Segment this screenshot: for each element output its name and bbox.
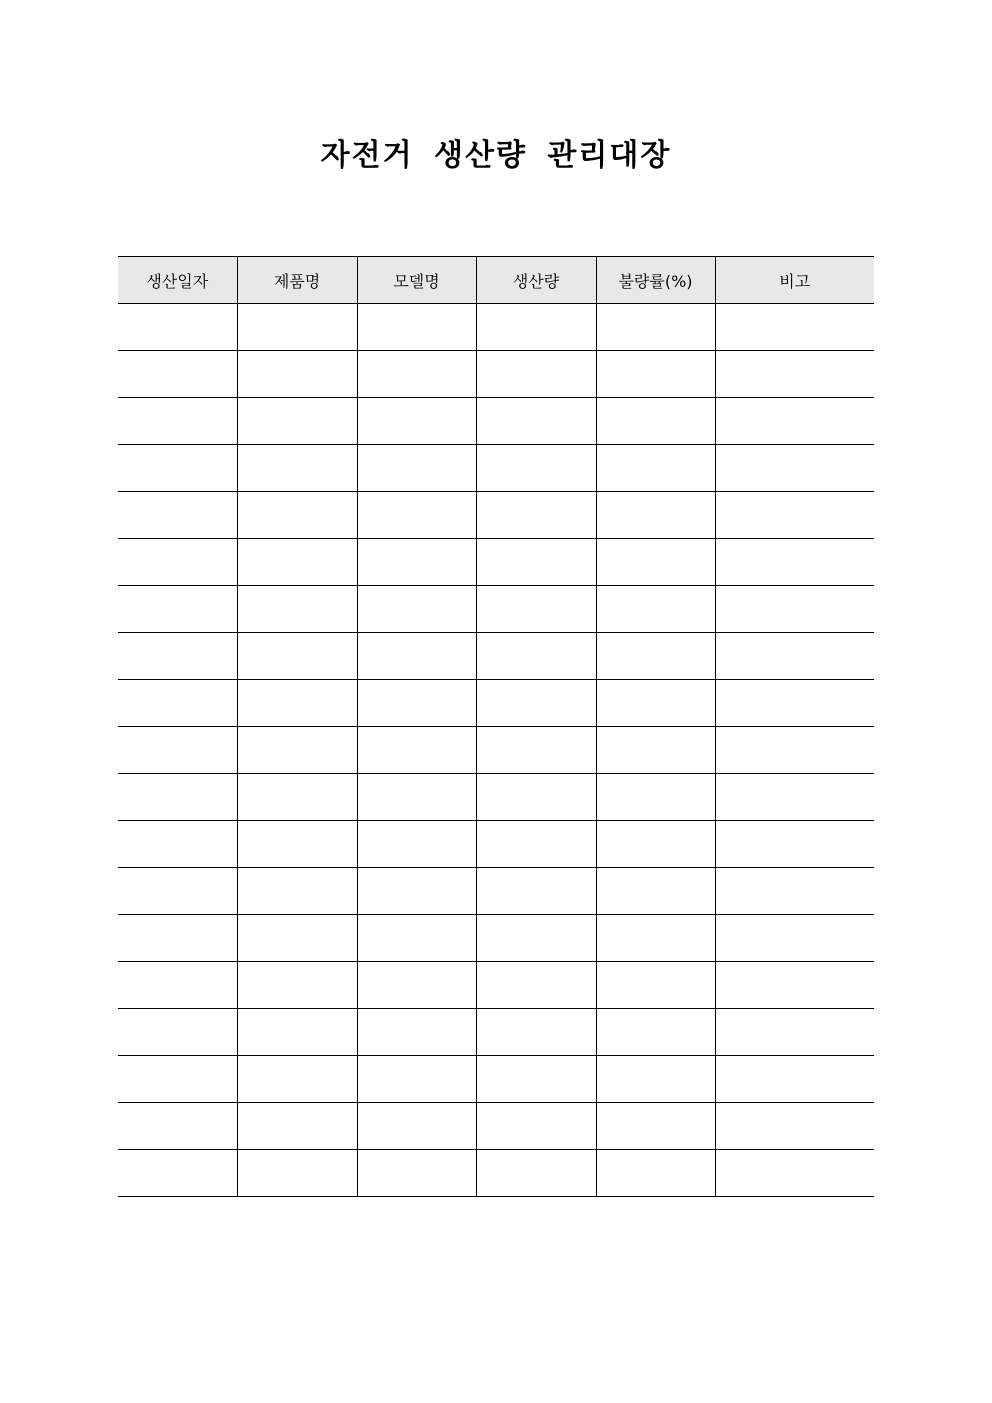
cell-model-name[interactable]: [357, 492, 476, 539]
cell-defect-rate[interactable]: [596, 774, 715, 821]
cell-product-name[interactable]: [237, 1056, 357, 1103]
cell-model-name[interactable]: [357, 868, 476, 915]
cell-model-name[interactable]: [357, 445, 476, 492]
cell-model-name[interactable]: [357, 774, 476, 821]
header-defect-rate: 불량률(%): [596, 257, 715, 304]
cell-product-name[interactable]: [237, 1009, 357, 1056]
cell-product-name[interactable]: [237, 633, 357, 680]
cell-remarks[interactable]: [715, 915, 874, 962]
cell-remarks[interactable]: [715, 1150, 874, 1197]
cell-production-date[interactable]: [118, 1103, 237, 1150]
cell-product-name[interactable]: [237, 398, 357, 445]
table-row: [118, 962, 874, 1009]
cell-product-name[interactable]: [237, 304, 357, 351]
cell-model-name[interactable]: [357, 633, 476, 680]
cell-production-quantity[interactable]: [476, 398, 596, 445]
cell-model-name[interactable]: [357, 962, 476, 1009]
cell-remarks[interactable]: [715, 398, 874, 445]
cell-defect-rate[interactable]: [596, 351, 715, 398]
cell-model-name[interactable]: [357, 398, 476, 445]
cell-model-name[interactable]: [357, 539, 476, 586]
cell-defect-rate[interactable]: [596, 821, 715, 868]
cell-production-date[interactable]: [118, 727, 237, 774]
cell-remarks[interactable]: [715, 962, 874, 1009]
cell-defect-rate[interactable]: [596, 586, 715, 633]
cell-production-date[interactable]: [118, 304, 237, 351]
table-row: [118, 1103, 874, 1150]
cell-defect-rate[interactable]: [596, 727, 715, 774]
cell-production-quantity[interactable]: [476, 821, 596, 868]
table-row: [118, 539, 874, 586]
cell-defect-rate[interactable]: [596, 398, 715, 445]
header-product-name: 제품명: [237, 257, 357, 304]
cell-product-name[interactable]: [237, 351, 357, 398]
cell-production-date[interactable]: [118, 821, 237, 868]
cell-remarks[interactable]: [715, 1009, 874, 1056]
header-remarks: 비고: [715, 257, 874, 304]
cell-defect-rate[interactable]: [596, 1150, 715, 1197]
cell-product-name[interactable]: [237, 915, 357, 962]
cell-defect-rate[interactable]: [596, 915, 715, 962]
table-header-row: [118, 257, 874, 304]
cell-production-quantity[interactable]: [476, 351, 596, 398]
cell-model-name[interactable]: [357, 1150, 476, 1197]
cell-defect-rate[interactable]: [596, 680, 715, 727]
cell-remarks[interactable]: [715, 727, 874, 774]
table-row: [118, 821, 874, 868]
cell-remarks[interactable]: [715, 492, 874, 539]
header-production-date: 생산일자: [118, 257, 237, 304]
cell-production-quantity[interactable]: [476, 1103, 596, 1150]
cell-remarks[interactable]: [715, 539, 874, 586]
table-row: [118, 492, 874, 539]
cell-product-name[interactable]: [237, 586, 357, 633]
cell-remarks[interactable]: [715, 351, 874, 398]
cell-product-name[interactable]: [237, 680, 357, 727]
cell-defect-rate[interactable]: [596, 492, 715, 539]
cell-remarks[interactable]: [715, 445, 874, 492]
table-row: [118, 1056, 874, 1103]
cell-remarks[interactable]: [715, 633, 874, 680]
table-row: [118, 774, 874, 821]
cell-product-name[interactable]: [237, 445, 357, 492]
cell-production-quantity[interactable]: [476, 1150, 596, 1197]
cell-production-date[interactable]: [118, 1056, 237, 1103]
cell-model-name[interactable]: [357, 304, 476, 351]
cell-defect-rate[interactable]: [596, 1009, 715, 1056]
cell-production-quantity[interactable]: [476, 304, 596, 351]
table-row: [118, 1150, 874, 1197]
cell-remarks[interactable]: [715, 304, 874, 351]
cell-defect-rate[interactable]: [596, 304, 715, 351]
table-row: [118, 633, 874, 680]
page-title: 자전거 생산량 관리대장: [320, 138, 672, 173]
cell-production-quantity[interactable]: [476, 727, 596, 774]
cell-remarks[interactable]: [715, 821, 874, 868]
cell-production-date[interactable]: [118, 586, 237, 633]
cell-production-quantity[interactable]: [476, 539, 596, 586]
cell-production-date[interactable]: [118, 539, 237, 586]
cell-production-date[interactable]: [118, 1009, 237, 1056]
cell-model-name[interactable]: [357, 586, 476, 633]
cell-remarks[interactable]: [715, 1056, 874, 1103]
cell-defect-rate[interactable]: [596, 539, 715, 586]
header-production-quantity: 생산량: [476, 257, 596, 304]
table-row: [118, 727, 874, 774]
cell-production-quantity[interactable]: [476, 586, 596, 633]
cell-model-name[interactable]: [357, 680, 476, 727]
cell-model-name[interactable]: [357, 727, 476, 774]
cell-remarks[interactable]: [715, 774, 874, 821]
cell-product-name[interactable]: [237, 492, 357, 539]
cell-production-quantity[interactable]: [476, 1056, 596, 1103]
cell-production-date[interactable]: [118, 445, 237, 492]
cell-production-quantity[interactable]: [476, 962, 596, 1009]
cell-defect-rate[interactable]: [596, 1103, 715, 1150]
cell-production-date[interactable]: [118, 351, 237, 398]
cell-production-quantity[interactable]: [476, 868, 596, 915]
cell-production-quantity[interactable]: [476, 1009, 596, 1056]
cell-defect-rate[interactable]: [596, 962, 715, 1009]
cell-remarks[interactable]: [715, 868, 874, 915]
header-model-name: 모델명: [357, 257, 476, 304]
cell-production-date[interactable]: [118, 774, 237, 821]
cell-production-date[interactable]: [118, 398, 237, 445]
cell-product-name[interactable]: [237, 821, 357, 868]
cell-production-date[interactable]: [118, 915, 237, 962]
cell-production-quantity[interactable]: [476, 633, 596, 680]
cell-production-date[interactable]: [118, 680, 237, 727]
cell-product-name[interactable]: [237, 539, 357, 586]
cell-remarks[interactable]: [715, 586, 874, 633]
cell-product-name[interactable]: [237, 1150, 357, 1197]
cell-model-name[interactable]: [357, 1056, 476, 1103]
cell-defect-rate[interactable]: [596, 1056, 715, 1103]
table-row: [118, 445, 874, 492]
table-row: [118, 351, 874, 398]
cell-defect-rate[interactable]: [596, 633, 715, 680]
cell-remarks[interactable]: [715, 1103, 874, 1150]
cell-model-name[interactable]: [357, 1009, 476, 1056]
cell-model-name[interactable]: [357, 351, 476, 398]
cell-production-quantity[interactable]: [476, 915, 596, 962]
table-row: [118, 586, 874, 633]
cell-product-name[interactable]: [237, 727, 357, 774]
cell-production-quantity[interactable]: [476, 680, 596, 727]
production-ledger-table: [118, 256, 874, 1197]
cell-model-name[interactable]: [357, 821, 476, 868]
table-row: [118, 868, 874, 915]
cell-product-name[interactable]: [237, 868, 357, 915]
cell-defect-rate[interactable]: [596, 868, 715, 915]
cell-production-quantity[interactable]: [476, 774, 596, 821]
cell-production-quantity[interactable]: [476, 445, 596, 492]
cell-production-date[interactable]: [118, 492, 237, 539]
cell-production-date[interactable]: [118, 962, 237, 1009]
table-row: [118, 915, 874, 962]
cell-defect-rate[interactable]: [596, 445, 715, 492]
cell-model-name[interactable]: [357, 915, 476, 962]
cell-production-date[interactable]: [118, 633, 237, 680]
cell-remarks[interactable]: [715, 680, 874, 727]
cell-production-date[interactable]: [118, 868, 237, 915]
cell-production-quantity[interactable]: [476, 492, 596, 539]
table-row: [118, 304, 874, 351]
cell-production-date[interactable]: [118, 1150, 237, 1197]
cell-product-name[interactable]: [237, 1103, 357, 1150]
table-row: [118, 680, 874, 727]
cell-model-name[interactable]: [357, 1103, 476, 1150]
cell-product-name[interactable]: [237, 774, 357, 821]
table-row: [118, 398, 874, 445]
cell-product-name[interactable]: [237, 962, 357, 1009]
table-row: [118, 1009, 874, 1056]
